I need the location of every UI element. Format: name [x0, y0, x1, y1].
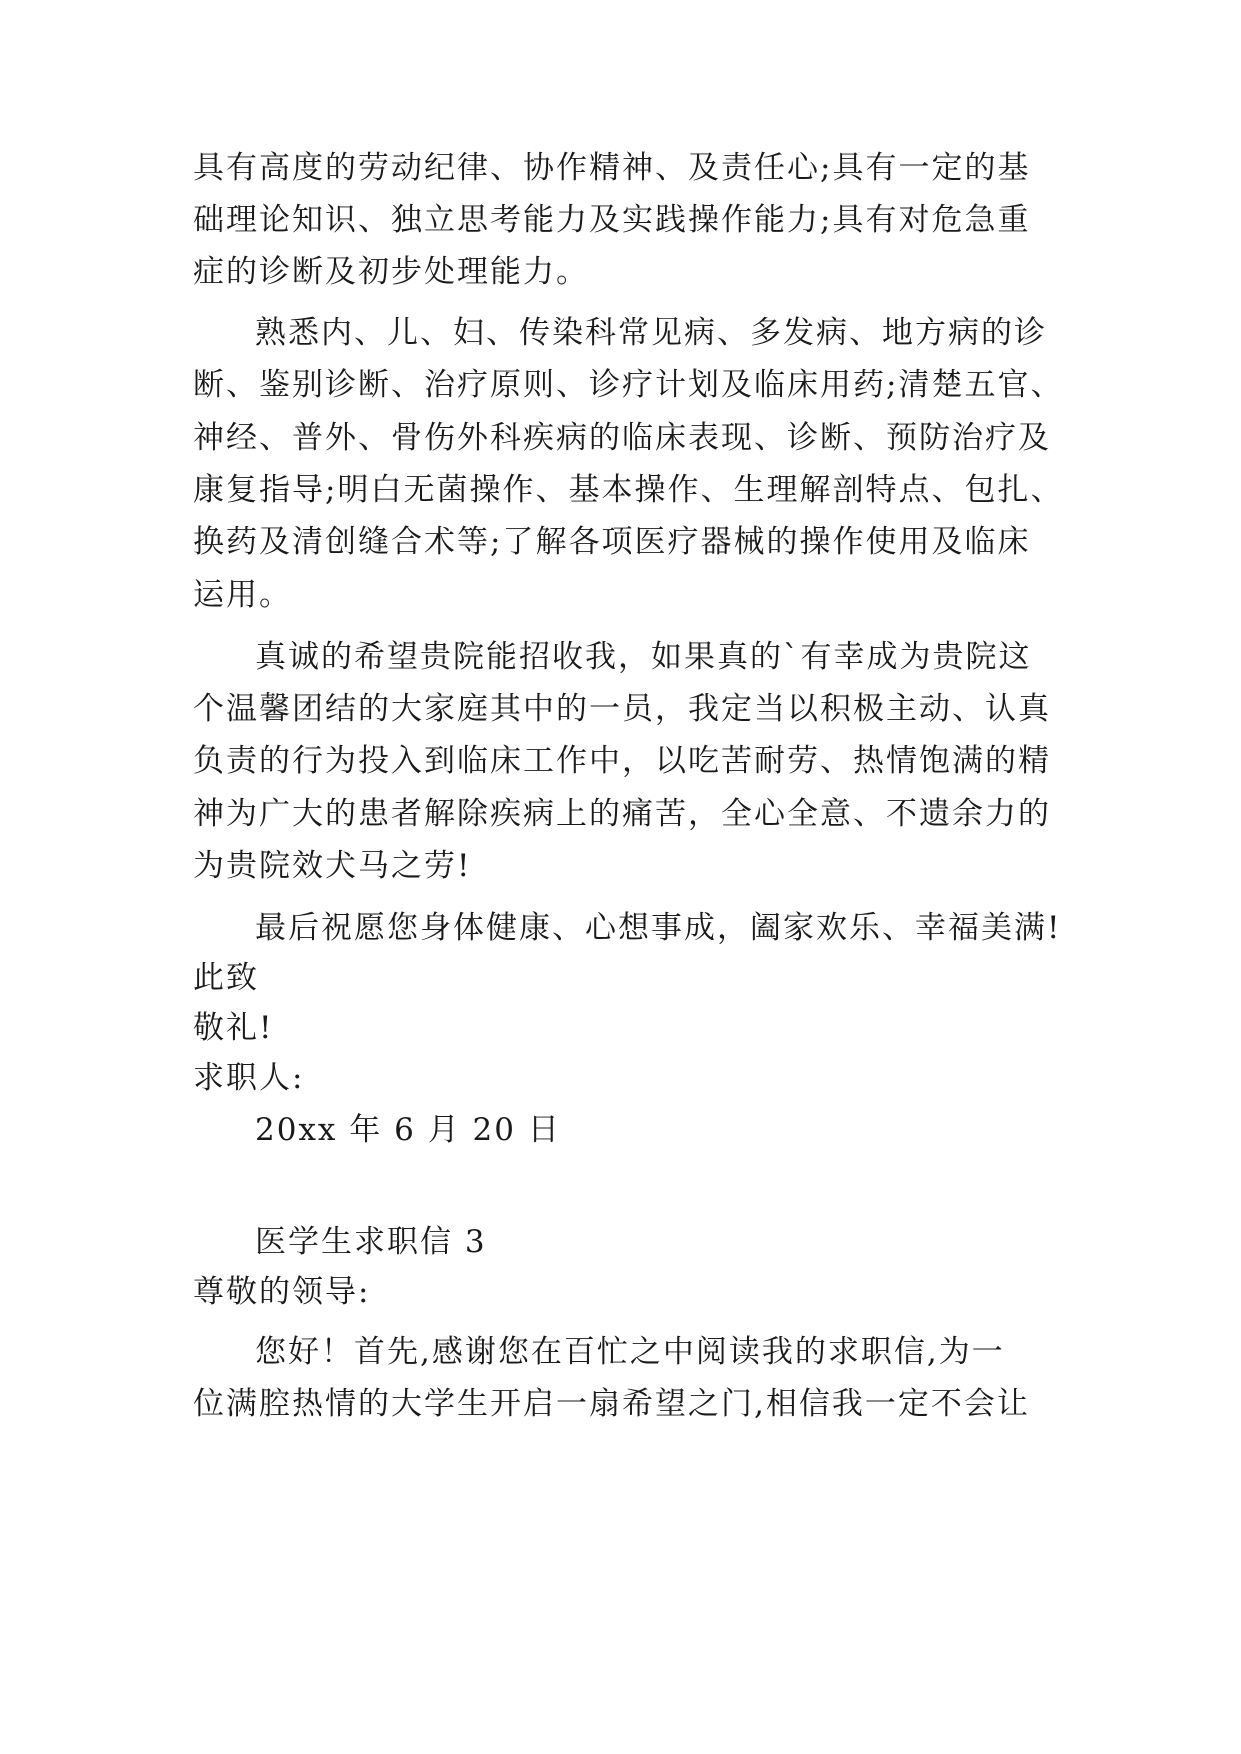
- text-line: 您好！首先,感谢您在百忙之中阅读我的求职信,为一: [255, 1334, 1005, 1370]
- text-line: 最后祝愿您身体健康、心想事成，阖家欢乐、幸福美满!: [255, 910, 1062, 946]
- closing-line: 此致: [193, 960, 259, 996]
- text-line: 康复指导;明白无菌操作、基本操作、生理解剖特点、包扎、: [193, 472, 1064, 508]
- text-line: 负责的行为投入到临床工作中，以吃苦耐劳、热情饱满的精: [193, 743, 1051, 779]
- text-line: 症的诊断及初步处理能力。: [193, 254, 589, 290]
- date-line: 20xx 年 6 月 20 日: [255, 1112, 561, 1148]
- text-line: 运用。: [193, 577, 292, 613]
- text-line: 断、鉴别诊断、治疗原则、诊疗计划及临床用药;清楚五官、: [193, 367, 1064, 403]
- closing-line: 敬礼!: [193, 1010, 274, 1046]
- salutation: 尊敬的领导:: [193, 1274, 371, 1310]
- text-line: 真诚的希望贵院能招收我，如果真的`有幸成为贵院这: [255, 639, 1032, 675]
- text-line: 具有高度的劳动纪律、协作精神、及责任心;具有一定的基: [193, 150, 1031, 186]
- text-line: 个温馨团结的大家庭其中的一员，我定当以积极主动、认真: [193, 691, 1051, 727]
- text-line: 位满腔热情的大学生开启一扇希望之门,相信我一定不会让: [193, 1386, 1030, 1422]
- text-line: 为贵院效犬马之劳!: [193, 848, 472, 884]
- text-line: 神为广大的患者解除疾病上的痛苦，全心全意、不遗余力的: [193, 796, 1051, 832]
- text-line: 熟悉内、儿、妇、传染科常见病、多发病、地方病的诊: [255, 315, 1047, 351]
- section-title: 医学生求职信 3: [255, 1224, 487, 1260]
- signature-label: 求职人:: [193, 1060, 305, 1096]
- text-line: 神经、普外、骨伤外科疾病的临床表现、诊断、预防治疗及: [193, 420, 1051, 456]
- text-line: 换药及清创缝合术等;了解各项医疗器械的操作使用及临床: [193, 524, 1031, 560]
- text-line: 础理论知识、独立思考能力及实践操作能力;具有对危急重: [193, 202, 1031, 238]
